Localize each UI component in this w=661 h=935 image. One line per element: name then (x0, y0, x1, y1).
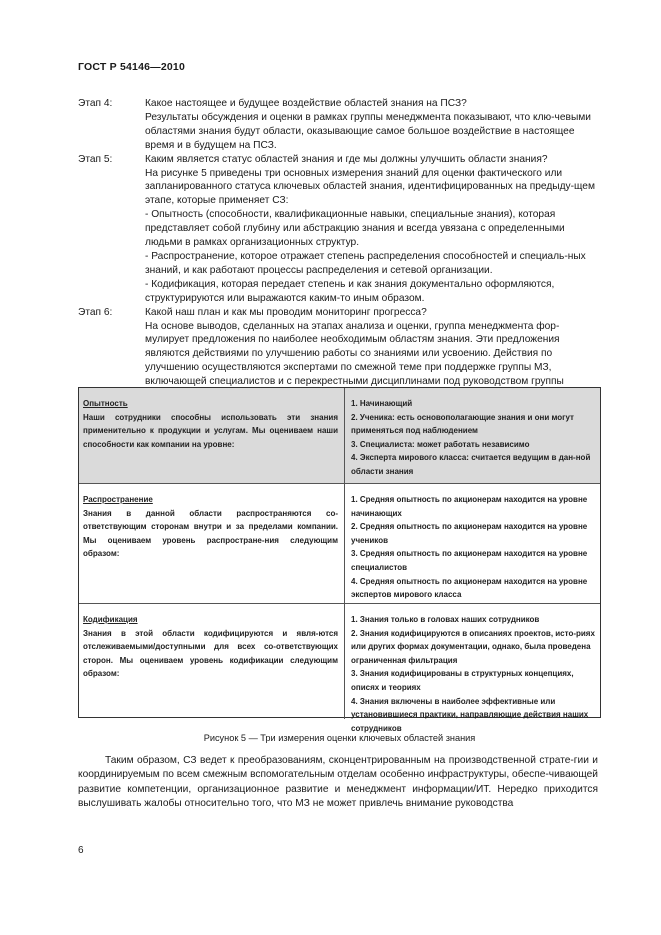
figure-dimension-title: Опытность (83, 399, 128, 408)
document-header: ГОСТ Р 54146—2010 (78, 61, 186, 73)
figure-level-item: 4. Знания включены в наиболее эффективные или установившиеся практики, направляющие действия наших сотрудников (351, 696, 589, 733)
figure-row-codification (79, 603, 600, 733)
figure-level-item: 1. Знания только в головах наших сотрудников (351, 615, 540, 624)
stage-label: Этап 6: (78, 306, 113, 318)
figure-dimension-title: Кодификация (83, 615, 138, 624)
figure-row-expertise (79, 388, 600, 483)
figure-left-cell (79, 604, 344, 719)
figure-knowledge-dimensions (78, 387, 601, 733)
stage-question: Каким является статус областей знания и где мы должны улучшить области знания? (145, 153, 548, 165)
figure-level-item: 3. Средняя опытность по акционерам находится на уровне специалистов (351, 549, 588, 572)
figure-level-item: 2. Ученика: есть основополагающие знания и они могут применяться под наблюдением (351, 412, 574, 436)
figure-level-item: 4. Эксперта мирового класса: считается ведущим в дан-ной области знания (351, 453, 591, 476)
page-number: 6 (78, 845, 84, 856)
figure-left-cell (79, 388, 344, 483)
figure-level-item: 1. Начинающий (351, 399, 413, 408)
figure-dimension-text: Знания в этой области кодифицируются и явля-ются отслеживаемыми/доступными для всех со-ответствующих сторон. Мы оцениваем уровень кодификации следующим образом: (83, 628, 338, 679)
stage-question: Какое настоящее и будущее воздействие областей знания на ПСЗ? (145, 98, 467, 109)
figure-left-cell (79, 484, 344, 604)
figure-dimension-text: Знания в данной области распространяются со-ответствующим сторонам внутри и за пределами компании. Мы оцениваем уровень распростране-ния следующим образом: (83, 508, 338, 559)
stage-paragraph: На основе выводов, сделанных на этапах анализа и оценки, группа менеджмента фор-мулирует предложения по наиболее необходимым областям знания. Эти предложения являются действиями по улучшению работы со знаниями или усвоению. Действия по улучшению осуществляются экспертами по смежной теме при поддержке группы МЗ, включающей специалистов и с перекрестными дисциплинами под руководством группы (145, 320, 564, 388)
stage-paragraph: На рисунке 5 приведены три основных измерения знаний для оценки фактического или запланированного статуса ключевых областей знания, идентифицированных на предыду-щем этапе, которые применяет СЗ: (145, 167, 595, 207)
conclusion-paragraph (78, 754, 598, 812)
stage-4 (78, 97, 598, 153)
figure-dimension-title: Распространение (83, 495, 153, 504)
stage-label: Этап 4: (78, 98, 113, 109)
stages-list (78, 97, 598, 403)
stage-bullet: - Опытность (способности, квалификационные навыки, специальные знания), которая представляет собой глубину или абстракцию знания и всегда увязана с определенными людьми в рамках организационных структур. (145, 209, 565, 249)
figure-caption: Рисунок 5 — Три измерения оценки ключевых областей знания (203, 733, 476, 743)
figure-level-item: 1. Средняя опытность по акционерам находится на уровне начинающих (351, 495, 588, 518)
figure-right-cell (344, 484, 600, 604)
figure-dimension-text: Наши сотрудники способны использовать эти знания применительно к продукции и услугам. Мы оцениваем наши способности как компании на уровне: (83, 412, 338, 449)
stage-bullet: - Распространение, которое отражает степень распределения способностей и специаль-ных знаний, и как работают процессы распределения и сетевой организации. (145, 250, 586, 276)
figure-right-cell (344, 388, 600, 483)
figure-level-item: 2. Средняя опытность по акционерам находится на уровне учеников (351, 522, 588, 545)
figure-level-item: 4. Средняя опытность по акционерам находится на уровне экспертов мирового класса (351, 576, 588, 600)
conclusion-text: Таким образом, СЗ ведет к преобразованиям, сконцентрированным на производственной страте-гии и координируемым по всем смежным вспомогательным отделам особенно инфраструктуры, обеспе-чивающей развитие компетенции, организационное развитие и менеджмент информации/ИТ. Нередко приходится выслушивать жалобы относительно того, что МЗ не может привлечь внимание руководства (78, 755, 598, 810)
figure-right-cell (344, 604, 600, 733)
figure-level-item: 2. Знания кодифицируются в описаниях проектов, исто-риях или других формах документации, однако, была проведена ограниченная фильтрация (351, 628, 595, 665)
stage-paragraph: Результаты обсуждения и оценки в рамках группы менеджмента показывают, что клю-чевыми областями знания будут области, оказывающие самое большое воздействие в настоящее время и в будущем на ПСЗ. (145, 111, 591, 151)
stage-5 (78, 153, 598, 306)
stage-label: Этап 5: (78, 153, 113, 165)
figure-level-item: 3. Специалиста: может работать независимо (351, 439, 530, 449)
stage-bullet: - Кодификация, которая передает степень и как знания документально оформляются, структурируются или выражаются каким-то иным образом. (145, 278, 555, 304)
figure-level-item: 3. Знания кодифицированы в структурных концепциях, описях и теориях (351, 669, 574, 692)
figure-row-distribution (79, 483, 600, 604)
stage-question: Какой наш план и как мы проводим мониторинг прогресса? (145, 306, 427, 318)
